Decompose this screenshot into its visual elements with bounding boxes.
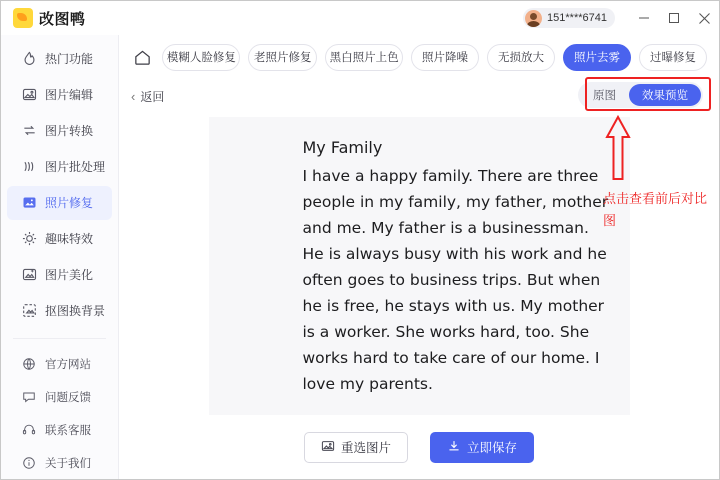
sidebar-item-label: 图片编辑 — [45, 88, 94, 103]
annotation-text: 点击查看前后对比图 — [603, 192, 708, 229]
sidebar-item-label: 图片美化 — [45, 267, 94, 282]
duck-logo-icon — [13, 8, 33, 28]
sidebar-item-effects[interactable] — [7, 222, 112, 256]
minimize-icon — [638, 12, 650, 24]
maximize-button[interactable] — [659, 1, 689, 35]
home-button[interactable] — [131, 43, 154, 71]
close-button[interactable] — [689, 1, 719, 35]
reselect-image-button[interactable] — [304, 432, 408, 463]
save-label: 立即保存 — [466, 441, 517, 455]
document-title: My Family — [302, 138, 383, 157]
tab-dehaze[interactable]: 照片去雾 — [563, 44, 631, 71]
maximize-icon — [668, 12, 680, 24]
sidebar-link-label: 问题反馈 — [45, 391, 91, 404]
tab-old-photo-repair[interactable]: 老照片修复 — [248, 44, 317, 71]
window-body — [1, 35, 719, 479]
tab-bw-colorize[interactable]: 黑白照片上色 — [325, 44, 403, 71]
tab-blurry-face-repair[interactable]: 模糊人脸修复 — [162, 44, 240, 71]
sub-toolbar — [119, 79, 719, 113]
sidebar-link-label: 联系客服 — [45, 424, 91, 437]
tab-overexposure-repair[interactable]: 过曝修复 — [639, 44, 707, 71]
sidebar-item-image-edit[interactable] — [7, 78, 112, 112]
close-icon — [698, 12, 711, 25]
beautify-icon — [21, 266, 37, 282]
info-icon — [21, 455, 37, 471]
image-canvas[interactable] — [209, 117, 630, 415]
preview-area — [119, 113, 719, 415]
image-icon — [321, 439, 335, 456]
sidebar-item-label: 图片转换 — [45, 124, 94, 139]
download-icon — [447, 439, 461, 456]
feedback-icon — [21, 389, 37, 405]
sidebar-item-feedback[interactable] — [7, 381, 112, 412]
photo-repair-icon — [21, 195, 37, 211]
sidebar-item-label: 照片修复 — [45, 196, 94, 211]
title-bar-right — [523, 1, 719, 35]
image-edit-icon — [21, 87, 37, 103]
sidebar — [1, 35, 119, 479]
sidebar-item-batch[interactable] — [7, 150, 112, 184]
sidebar-item-label: 趣味特效 — [45, 232, 94, 247]
sidebar-divider — [13, 338, 106, 339]
sidebar-item-convert[interactable] — [7, 114, 112, 148]
app-logo — [1, 8, 86, 29]
back-button[interactable] — [131, 88, 164, 105]
fire-icon — [21, 51, 37, 67]
toggle-result-preview[interactable]: 效果预览 — [629, 84, 701, 106]
document-text-block — [303, 135, 613, 397]
toggle-original[interactable]: 原图 — [593, 90, 616, 102]
sidebar-item-website[interactable] — [7, 348, 112, 379]
user-phone-label: 151****6741 — [547, 12, 607, 24]
sidebar-item-cutout[interactable] — [7, 293, 112, 327]
sidebar-item-label: 热门功能 — [45, 52, 94, 67]
sidebar-item-about[interactable] — [7, 447, 112, 478]
app-title: 改图鸭 — [39, 10, 86, 28]
globe-icon — [21, 356, 37, 372]
sidebar-link-label: 官方网站 — [45, 358, 91, 371]
sidebar-item-label: 抠图换背景 — [45, 303, 106, 318]
save-now-button[interactable] — [430, 432, 534, 463]
batch-icon — [21, 159, 37, 175]
convert-icon — [21, 123, 37, 139]
title-bar — [1, 1, 719, 35]
sidebar-item-beautify[interactable] — [7, 258, 112, 292]
main-panel — [119, 35, 719, 479]
effects-icon — [21, 231, 37, 247]
sidebar-item-support[interactable] — [7, 414, 112, 445]
up-arrow-icon — [605, 117, 631, 179]
sidebar-link-label: 关于我们 — [45, 457, 91, 470]
chevron-left-icon: ‹ — [131, 88, 136, 104]
feature-toolbar — [119, 35, 719, 79]
back-label: 返回 — [140, 89, 165, 104]
sidebar-item-hot[interactable] — [7, 42, 112, 76]
action-bar — [119, 415, 719, 479]
reselect-label: 重选图片 — [340, 441, 391, 455]
sidebar-item-photo-repair[interactable] — [7, 186, 112, 220]
minimize-button[interactable] — [629, 1, 659, 35]
document-paragraph: I have a happy family. There are three people in my family, my father, mother and me. My father is a businessman. He is always busy with his work and he often goes to business trips. But when he is free, he stays with us. My mother is a worker. She works hard, too. She works hard to take care of our home. I love my parents. — [302, 167, 609, 393]
preview-toggle[interactable] — [578, 82, 703, 108]
tab-lossless-enlarge[interactable]: 无损放大 — [487, 44, 555, 71]
tab-denoise[interactable]: 照片降噪 — [411, 44, 479, 71]
sidebar-item-label: 图片批处理 — [45, 160, 106, 175]
avatar — [525, 10, 542, 27]
user-account[interactable] — [523, 8, 615, 28]
support-icon — [21, 422, 37, 438]
cutout-icon — [21, 302, 37, 318]
